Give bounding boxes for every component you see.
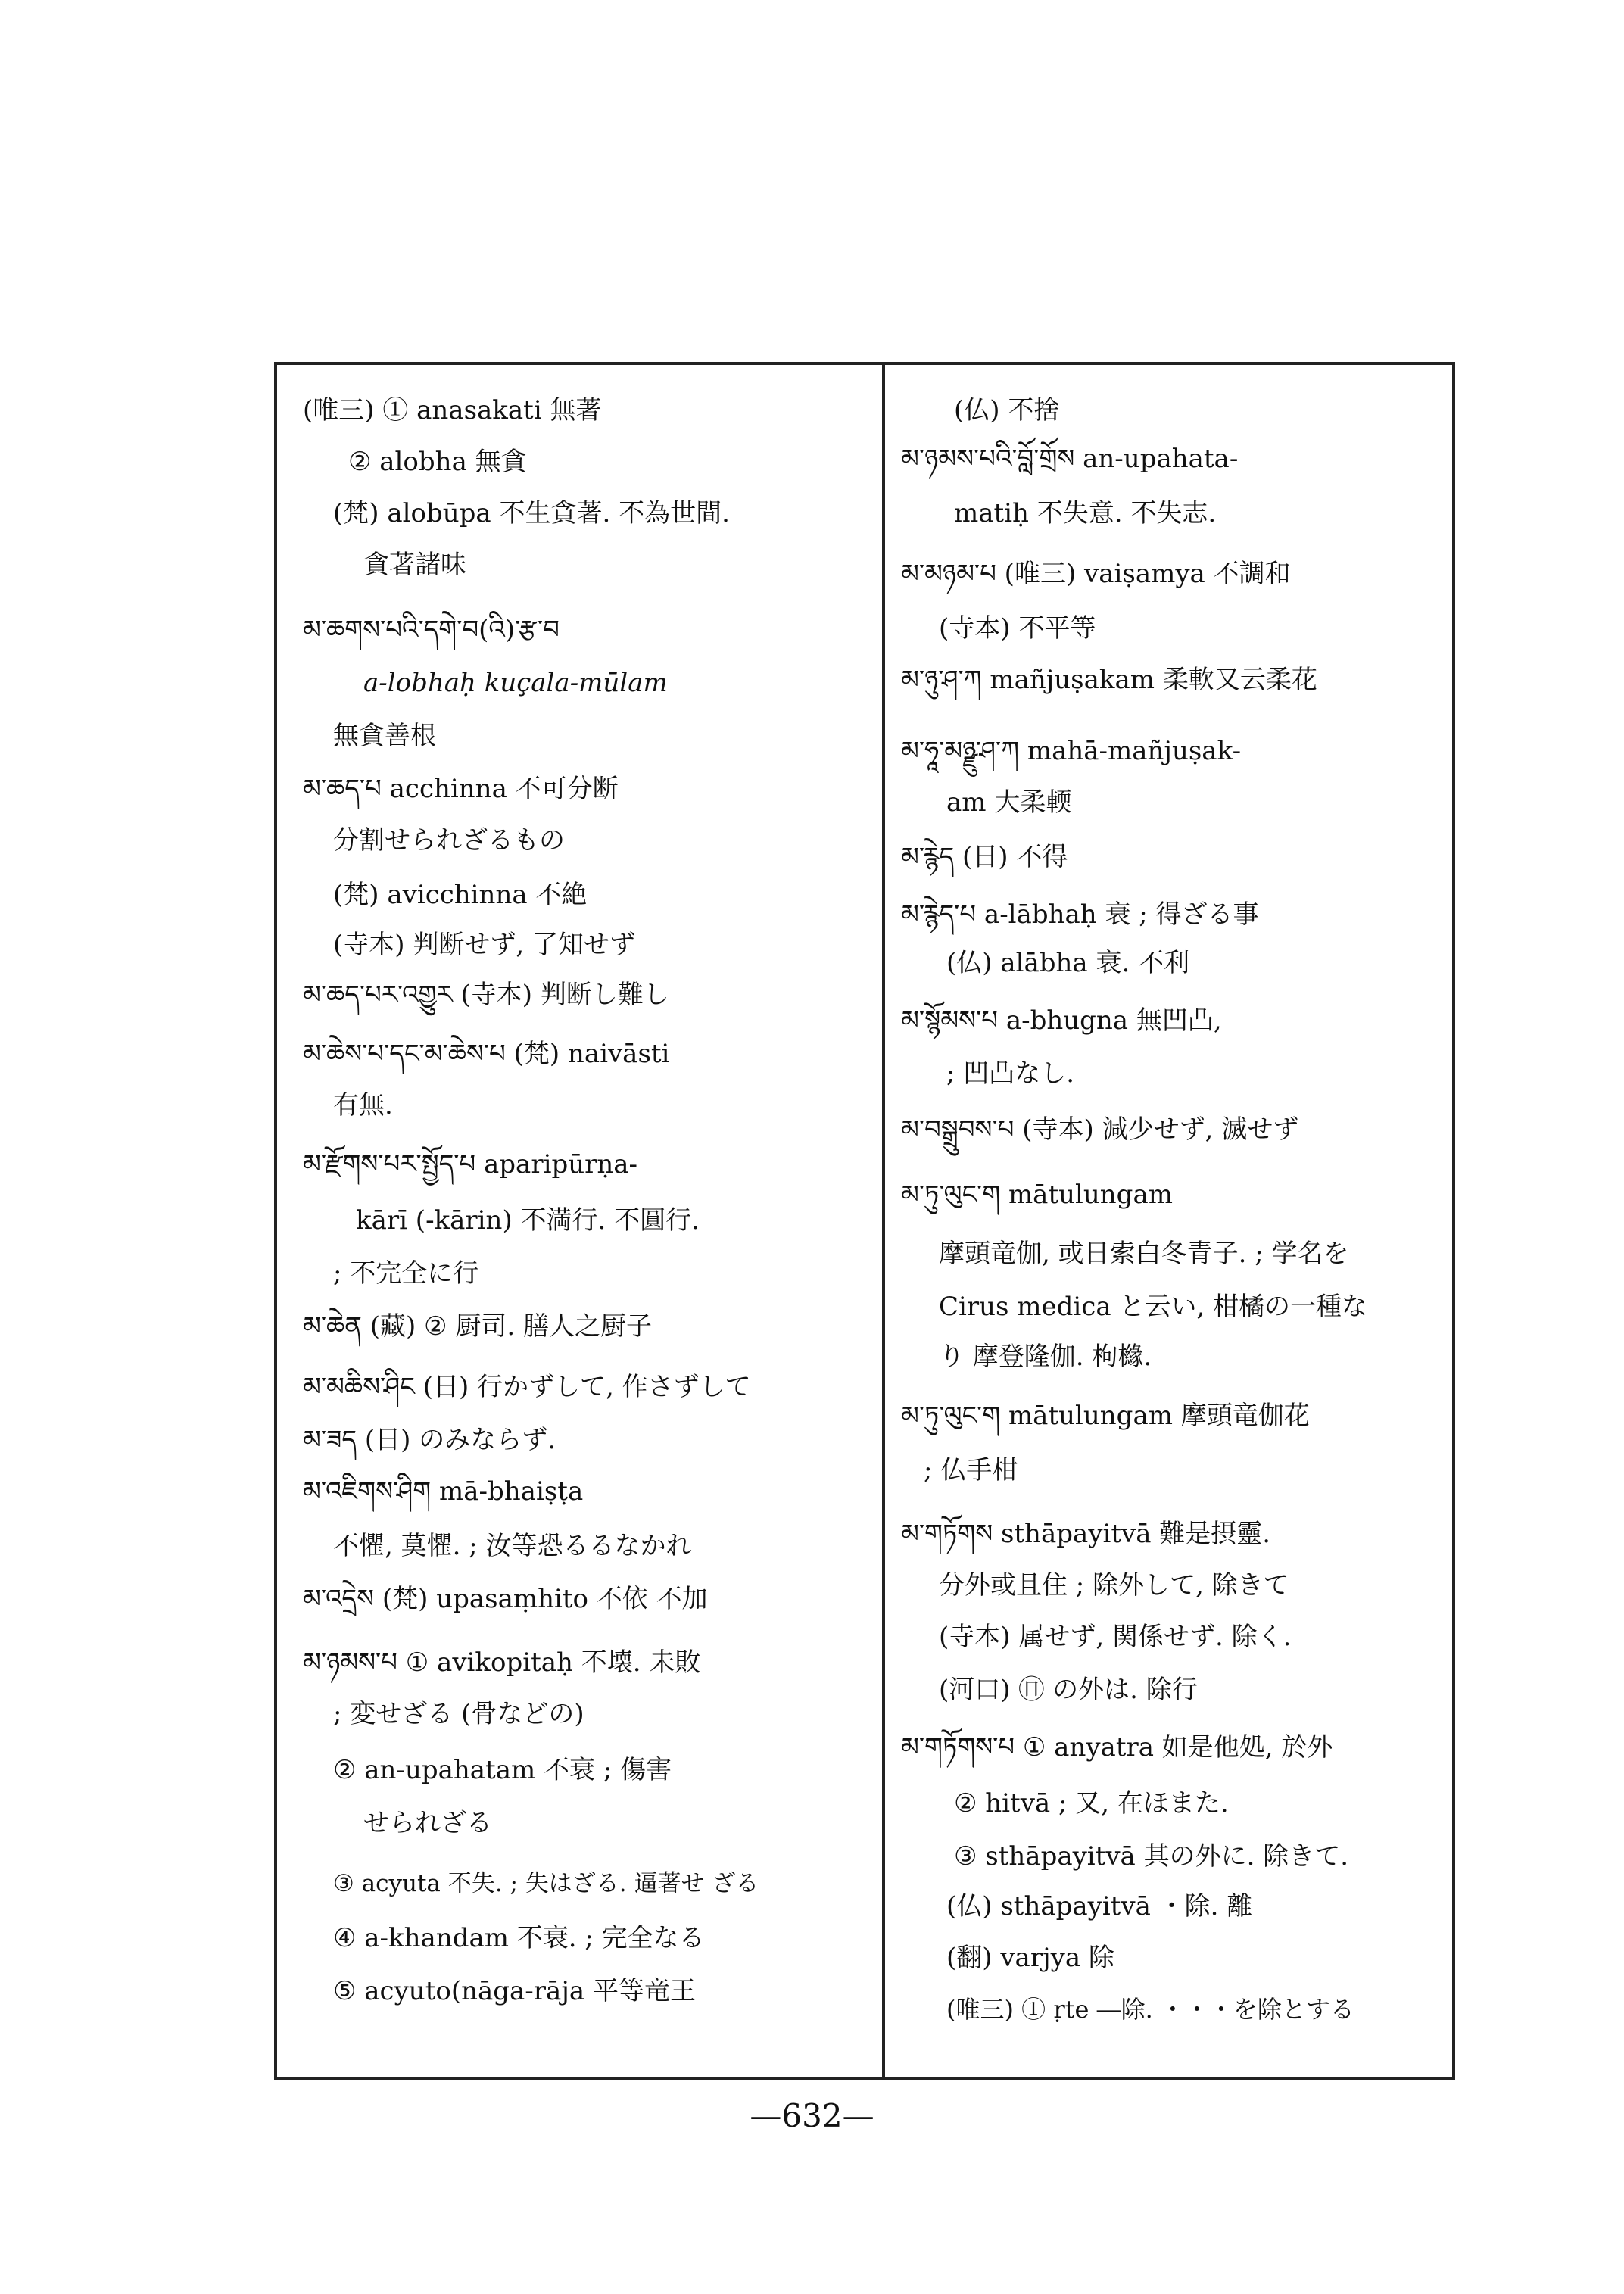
entry-line: a-lobhaḥ kuçala-mūlam — [363, 668, 668, 698]
entry-line: ③ sthāpayitvā 其の外に. 除きて. — [954, 1841, 1349, 1872]
entry-line: (翻) varjya 除 — [946, 1943, 1114, 1973]
entry-line: མ་ཉུ་ཤ་ཀ mañjuṣakam 柔軟又云柔花 — [901, 665, 1317, 695]
entry-line: 有無. — [333, 1090, 393, 1121]
entry-line: མ་ཆད་པ acchinna 不可分断 — [303, 774, 619, 804]
entry-line: མ་ཆགས་པའི་དགེ་བ(འི)་རྩ་བ — [303, 615, 560, 645]
entry-line: མ་ཏུ་ལུང་ག mātulungam 摩頭竜伽花 — [901, 1401, 1310, 1431]
entry-line: kārī (-kārin) 不満行. 不圓行. — [356, 1205, 700, 1236]
entry-line: 不懼, 莫懼. ; 汝等恐るるなかれ — [333, 1531, 692, 1561]
entry-line: ② hitvā ; 又, 在ほまた. — [954, 1788, 1229, 1819]
entry-line: མ་ཆེན (藏) ② 厨司. 膳人之厨子 — [303, 1311, 652, 1342]
entry-line: (寺本) 不平等 — [939, 613, 1096, 644]
entry-line: མ་ཉམས་པ ① avikopitaḥ 不壊. 未敗 — [303, 1647, 701, 1678]
entry-line: (河口) ㊐ の外は. 除行 — [939, 1675, 1198, 1705]
entry-line: མ་ཟད (日) のみならず. — [303, 1425, 556, 1455]
column-divider — [882, 362, 885, 2080]
entry-line: am 大柔輭 — [946, 787, 1072, 818]
entry-line: མ་འཇིགས་ཤིག mā-bhaiṣṭa — [303, 1476, 584, 1507]
entry-line: Cirus medica と云い, 柑橘の一種な — [939, 1292, 1368, 1322]
entry-line: མ་ཆད་པར་འགྱུར (寺本) 判断し難し — [303, 980, 669, 1010]
entry-line: (寺本) 属せず, 関係せず. 除く. — [939, 1622, 1292, 1652]
entry-line: མ་བསྒྲུབས་པ (寺本) 減少せず, 滅せず — [901, 1114, 1299, 1145]
entry-line: མ་མཉམ་པ (唯三) vaiṣamya 不調和 — [901, 559, 1291, 589]
entry-line: (仏) sthāpayitvā ・除. 離 — [946, 1891, 1253, 1922]
entry-line: ② alobha 無貪 — [348, 447, 527, 477]
entry-line: མ་སྙོམས་པ a-bhugna 無凹凸, — [901, 1005, 1222, 1036]
entry-line: ⑤ acyuto(nāga-rāja 平等竜王 — [333, 1976, 696, 2006]
entry-line: ; 変せざる (骨などの) — [333, 1699, 584, 1729]
entry-line: མ་ཆེས་པ་དང་མ་ཆེས་པ (梵) naivāsti — [303, 1039, 670, 1069]
entry-line: (梵) avicchinna 不絶 — [333, 880, 588, 910]
entry-line: (梵) alobūpa 不生貪著. 不為世間. — [333, 498, 730, 528]
entry-line: ② an-upahatam 不衰 ; 傷害 — [333, 1755, 672, 1785]
entry-line: 摩頭竜伽, 或日索白冬青子. ; 学名を — [939, 1239, 1349, 1269]
entry-line: り 摩登隆伽. 枸櫞. — [939, 1342, 1152, 1372]
entry-line: མ་ཉམས་པའི་བློ་གྲོས an-upahata- — [901, 444, 1239, 474]
entry-line: ; 凹凸なし. — [946, 1058, 1075, 1089]
entry-line: 分外或且住 ; 除外して, 除きて — [939, 1570, 1289, 1601]
entry-line: མ་རྫོགས་པར་སྤྱོད་པ aparipūrṇa- — [303, 1149, 638, 1180]
entry-line: མ་མཆིས་ཤིང (日) 行かずして, 作さずして — [303, 1372, 751, 1402]
entry-line: མ་ཏུ་ལུང་ག mātulungam — [901, 1180, 1173, 1210]
entry-line: མ་གཏོགས sthāpayitvā 難是摂靈. — [901, 1519, 1271, 1549]
entry-line: (唯三) ① anasakati 無著 — [303, 395, 602, 425]
page-number: —632— — [750, 2097, 874, 2134]
entry-line: མ་འདྲེས (梵) upasaṃhito 不依 不加 — [303, 1584, 708, 1614]
entry-line: (仏) alābha 衰. 不利 — [946, 948, 1190, 978]
entry-line: (唯三) ① ṛte ―除. ・・・を除とする — [946, 1995, 1354, 2024]
entry-line: ④ a-khandam 不衰. ; 完全なる — [333, 1923, 705, 1953]
entry-line: 貪著諸味 — [363, 550, 466, 580]
entry-line: 分割せられざるもの — [333, 825, 565, 856]
entry-line: (仏) 不捨 — [954, 395, 1060, 425]
entry-line: ; 仏手柑 — [924, 1455, 1018, 1485]
entry-line: མ་ཧཱ་མཉྫུ་ཤ་ཀ mahā-mañjuṣak- — [901, 736, 1242, 766]
entry-line: せられざる — [363, 1808, 492, 1838]
entry-line: ; 不完全に行 — [333, 1258, 479, 1289]
entry-line: 無貪善根 — [333, 721, 436, 751]
entry-line: ③ acyuta 不失. ; 失はざる. 逼著せ ざる — [333, 1870, 759, 1897]
entry-line: མ་རྙེད་པ a-lābhaḥ 衰 ; 得ざる事 — [901, 899, 1259, 930]
entry-line: མ་གཏོགས་པ ① anyatra 如是他処, 於外 — [901, 1732, 1333, 1763]
entry-line: (寺本) 判断せず, 了知せず — [333, 930, 635, 960]
entry-line: མ་རྙེད (日) 不得 — [901, 842, 1068, 872]
entry-line: matiḥ 不失意. 不失志. — [954, 498, 1217, 528]
